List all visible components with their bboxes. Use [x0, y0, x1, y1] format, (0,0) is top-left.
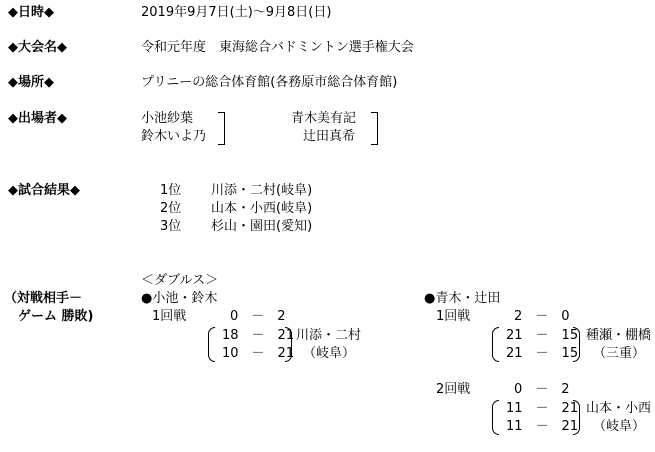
pair-name: ●青木・辻田	[424, 291, 501, 306]
player-name: 辻田真希	[303, 129, 356, 144]
date-value: 2019年9月7日(土)～9月8日(日)	[141, 5, 332, 20]
pair-name: ●小池・鈴木	[141, 291, 218, 306]
match-score: 0 － 2	[514, 382, 570, 397]
players-label: ◆出場者◆	[8, 111, 67, 126]
game-score: 11 － 21	[506, 401, 579, 416]
result-names: 川添・二村(岐阜)	[211, 183, 313, 198]
result-rank: 3位	[160, 219, 182, 234]
opponent-name: 川添・二村	[296, 328, 362, 343]
event-label: ◆大会名◆	[8, 40, 67, 55]
result-rank: 1位	[160, 183, 182, 198]
opponent-name: 山本・小西	[586, 401, 652, 416]
score-bracket-right	[573, 400, 580, 435]
round-label: 1回戦	[436, 309, 471, 324]
result-rank: 2位	[160, 201, 182, 216]
game-score: 11 － 21	[506, 419, 579, 434]
game-score: 10 － 21	[222, 346, 295, 361]
category-label: ＜ダブルス＞	[141, 273, 219, 288]
opponent-prefecture: （岐阜）	[303, 346, 356, 361]
results-label: ◆試合結果◆	[8, 183, 80, 198]
game-score: 21 － 15	[506, 328, 579, 343]
matches-label: （対戦相手－	[4, 291, 83, 306]
round-label: 2回戦	[436, 382, 471, 397]
game-score: 18 － 21	[222, 328, 295, 343]
date-label: ◆日時◆	[8, 5, 54, 20]
score-bracket-left	[492, 327, 499, 362]
opponent-name: 種瀬・棚橋	[586, 328, 652, 343]
pair-bracket	[371, 112, 378, 145]
score-bracket-left	[492, 400, 499, 435]
score-bracket-right	[285, 327, 292, 362]
matches-label: ゲーム 勝敗)	[18, 309, 94, 324]
pair-bracket	[218, 112, 225, 145]
opponent-prefecture: （岐阜）	[593, 419, 646, 434]
player-name: 青木美有記	[291, 111, 357, 126]
round-label: 1回戦	[152, 309, 187, 324]
player-name: 小池紗葉	[141, 111, 194, 126]
result-names: 山本・小西(岐阜)	[211, 201, 313, 216]
score-bracket-right	[573, 327, 580, 362]
score-bracket-left	[208, 327, 215, 362]
match-score: 0 － 2	[230, 309, 286, 324]
game-score: 21 － 15	[506, 346, 579, 361]
match-score: 2 － 0	[514, 309, 570, 324]
opponent-prefecture: （三重）	[593, 346, 646, 361]
event-value: 令和元年度 東海総合バドミントン選手権大会	[141, 40, 414, 55]
player-name: 鈴木いよ乃	[141, 129, 207, 144]
result-names: 杉山・園田(愛知)	[211, 219, 313, 234]
venue-label: ◆場所◆	[8, 75, 54, 90]
venue-value: プリニーの総合体育館(各務原市総合体育館)	[141, 75, 398, 90]
